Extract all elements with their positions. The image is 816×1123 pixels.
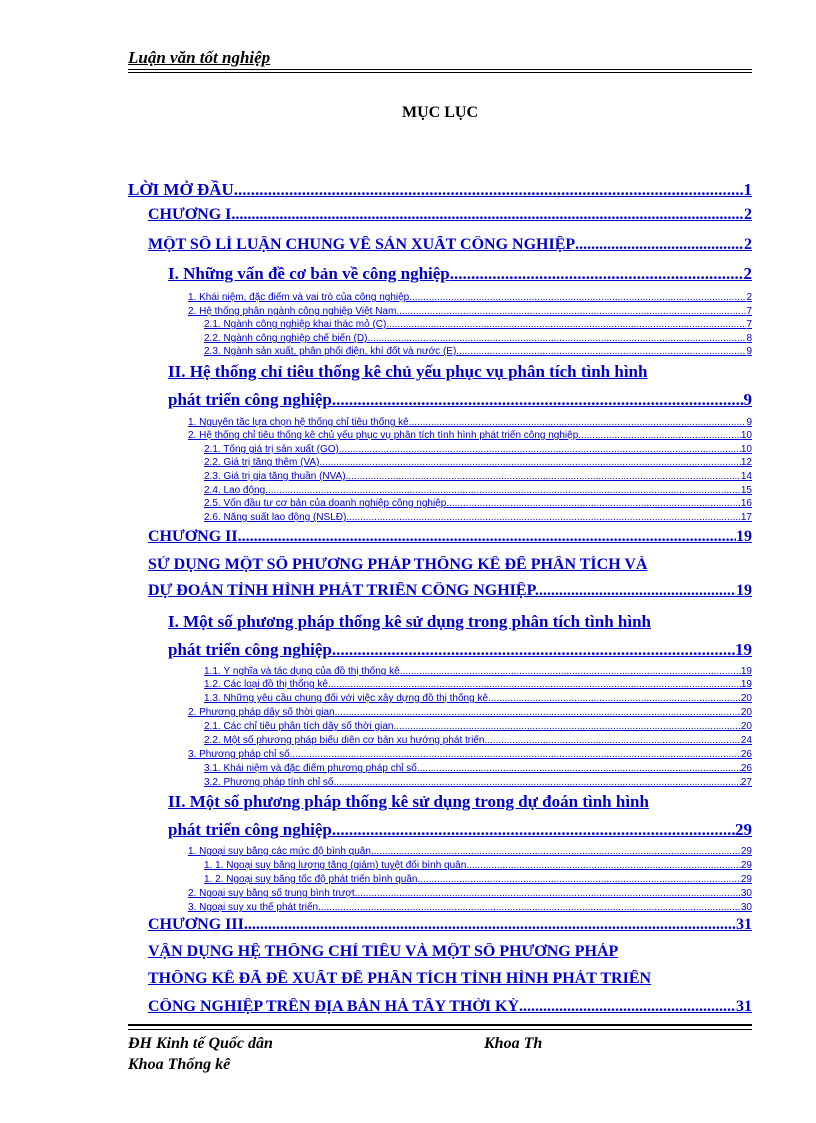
- toc-dot-leader: [346, 512, 741, 523]
- toc-dot-leader: [333, 777, 740, 788]
- toc-entry[interactable]: [148, 556, 752, 574]
- toc-dot-leader: [417, 763, 741, 774]
- toc-entry-title: 2. Hệ thống chỉ tiêu thống kê chủ yếu phục vụ phân tích tình hình phát triển công nghiệp: [188, 430, 579, 441]
- toc-entry[interactable]: [204, 763, 752, 774]
- toc-entry-page: 10: [740, 444, 752, 455]
- toc-entry-title: SỬ DỤNG MỘT SỐ PHƯƠNG PHÁP THỐNG KÊ ĐỂ PHÂN TÍCH VÀ: [148, 556, 648, 573]
- toc-entry[interactable]: [204, 777, 752, 788]
- footer-right: Khoa Th: [484, 1035, 543, 1052]
- toc-entry-title: II. Một số phương pháp thống kê sử dụng trong dự đoán tình hình: [168, 792, 649, 811]
- toc-entry-page: 29: [740, 874, 752, 885]
- toc-entry-title: 1. Ngoại suy bằng các mức độ bình quân: [188, 846, 371, 857]
- toc-entry-page: 16: [740, 498, 752, 509]
- toc-entry-title: II. Hệ thống chỉ tiêu thống kê chủ yếu phục vụ phân tích tình hình: [168, 362, 648, 381]
- toc-entry-page: 7: [746, 306, 752, 317]
- toc-entry[interactable]: [188, 306, 752, 317]
- toc-dot-leader: [234, 180, 744, 200]
- toc-entry-page: 19: [735, 640, 752, 659]
- toc-entry[interactable]: [188, 902, 752, 913]
- toc-entry[interactable]: [188, 430, 752, 441]
- toc-dot-leader: [386, 319, 746, 330]
- toc-entry-title: MỘT SỐ LÍ LUẬN CHUNG VỀ SẢN XUẤT CÔNG NGHIỆP: [148, 236, 576, 253]
- toc-entry-title: 2.5. Vốn đầu tư cơ bản của doanh nghiệp công nghiệp: [204, 498, 447, 509]
- footer-rule-top: [128, 1024, 752, 1026]
- toc-entry[interactable]: [168, 390, 752, 410]
- toc-entry[interactable]: [168, 264, 752, 284]
- toc-entry-page: 9: [743, 390, 752, 409]
- toc-entry-title: 2. Ngoại suy bằng số trung bình trượt: [188, 888, 355, 899]
- toc-entry-page: 24: [740, 735, 752, 746]
- toc-dot-leader: [539, 582, 736, 600]
- header-rule-top: [128, 69, 752, 70]
- toc-entry-page: 17: [740, 512, 752, 523]
- toc-entry-page: 20: [740, 693, 752, 704]
- header-rule-bottom: [128, 72, 752, 73]
- toc-entry-page: 31: [736, 916, 752, 933]
- toc-entry[interactable]: [148, 206, 752, 224]
- toc-entry-page: 19: [736, 582, 752, 599]
- toc-entry-title: 2.1. Ngành công nghiệp khai thác mỏ (C): [204, 319, 387, 330]
- toc-dot-leader: [244, 916, 736, 934]
- toc-entry-title: VẬN DỤNG HỆ THỐNG CHỈ TIÊU VÀ MỘT SỐ PHƯƠNG PHÁP: [148, 943, 619, 960]
- page-header-title: Luận văn tốt nghiệp: [128, 48, 271, 67]
- toc-dot-leader: [450, 264, 744, 284]
- toc-entry[interactable]: [148, 943, 752, 961]
- toc-dot-leader: [446, 498, 741, 509]
- toc-entry-page: 1: [743, 180, 752, 199]
- toc-entry-title: 2.2. Một số phương pháp biểu diễn cơ bản xu hướng phát triển: [204, 735, 485, 746]
- toc-entry-title: 1.3. Những yêu cầu chung đối với việc xây dựng đồ thị thống kê: [204, 693, 489, 704]
- toc-entry[interactable]: [204, 333, 752, 344]
- toc-dot-leader: [409, 417, 747, 428]
- toc-entry-title: 3.2. Phương pháp tính chỉ số: [204, 777, 334, 788]
- toc-entry-page: 19: [740, 666, 752, 677]
- toc-entry[interactable]: [204, 512, 752, 523]
- toc-dot-leader: [339, 444, 741, 455]
- toc-dot-leader: [575, 236, 744, 254]
- toc-entry-page: 27: [740, 777, 752, 788]
- toc-entry[interactable]: [148, 916, 752, 934]
- toc-entry-title: DỰ ĐOÁN TÌNH HÌNH PHÁT TRIỂN CÔNG NGHIỆP.: [148, 582, 539, 599]
- toc-entry[interactable]: [188, 417, 752, 428]
- toc-dot-leader: [400, 666, 741, 677]
- toc-entry-page: 20: [740, 721, 752, 732]
- toc-entry[interactable]: [148, 236, 752, 254]
- toc-entry[interactable]: [168, 640, 752, 660]
- toc-entry-page: 29: [740, 860, 752, 871]
- toc-dot-leader: [466, 860, 741, 871]
- toc-entry-title: 2.2. Giá trị tăng thêm (VA): [204, 457, 320, 468]
- toc-entry[interactable]: [204, 679, 752, 690]
- toc-entry[interactable]: [148, 582, 752, 600]
- toc-dot-leader: [393, 721, 740, 732]
- toc-dot-leader: [231, 206, 744, 224]
- toc-entry[interactable]: [204, 666, 752, 677]
- toc-entry[interactable]: [128, 180, 752, 200]
- toc-entry-page: 30: [740, 902, 752, 913]
- toc-entry[interactable]: [148, 998, 752, 1016]
- toc-entry[interactable]: [204, 860, 752, 871]
- toc-entry-title: I. Những vấn đề cơ bản về công nghiệp: [168, 264, 450, 283]
- toc-entry[interactable]: [188, 846, 752, 857]
- toc-dot-leader: [396, 306, 746, 317]
- toc-entry-page: 20: [740, 707, 752, 718]
- toc-entry-title: 1. 1. Ngoại suy bằng lượng tăng (giảm) tuyệt đối bình quân: [204, 860, 467, 871]
- toc-entry-title: 2.1. Các chỉ tiêu phân tích dãy số thời gian: [204, 721, 394, 732]
- toc-entry[interactable]: [204, 346, 752, 357]
- toc-entry[interactable]: [188, 707, 752, 718]
- toc-entry[interactable]: [204, 319, 752, 330]
- toc-dot-leader: [371, 846, 741, 857]
- toc-dot-leader: [355, 888, 741, 899]
- toc-entry-page: 26: [740, 763, 752, 774]
- toc-entry[interactable]: [204, 498, 752, 509]
- toc-entry[interactable]: [148, 970, 752, 988]
- toc-entry-title: THỐNG KÊ ĐÃ ĐỀ XUẤT ĐỂ PHÂN TÍCH TÌNH HÌNH PHÁT TRIỂN: [148, 970, 652, 987]
- toc-dot-leader: [328, 679, 741, 690]
- toc-entry[interactable]: [204, 874, 752, 885]
- toc-entry-title: 3. Phương pháp chỉ số: [188, 749, 290, 760]
- toc-entry-page: 15: [740, 485, 752, 496]
- footer-rule-bottom: [128, 1029, 752, 1030]
- toc-entry-title: 1. Nguyên tắc lựa chọn hệ thống chỉ tiêu thống kê: [188, 417, 409, 428]
- toc-entry[interactable]: [204, 471, 752, 482]
- toc-dot-leader: [332, 820, 735, 840]
- toc-dot-leader: [488, 693, 741, 704]
- toc-dot-leader: [519, 998, 736, 1016]
- toc-dot-leader: [456, 346, 746, 357]
- toc-entry-title: CÔNG NGHIỆP TRÊN ĐỊA BÀN HÀ TÂY THỜI KỲ: [148, 998, 520, 1015]
- toc-entry[interactable]: [204, 693, 752, 704]
- toc-entry-title: 2.3. Giá trị gia tăng thuần (NVA): [204, 471, 346, 482]
- toc-entry-page: 30: [740, 888, 752, 899]
- toc-dot-leader: [319, 457, 740, 468]
- toc-entry[interactable]: [204, 721, 752, 732]
- toc-dot-leader: [418, 874, 741, 885]
- toc-entry[interactable]: [204, 444, 752, 455]
- toc-entry-page: 2: [744, 236, 752, 253]
- toc-entry-title: 2.4. Lao động: [204, 485, 266, 496]
- toc-dot-leader: [238, 528, 736, 546]
- toc-dot-leader: [367, 333, 746, 344]
- toc-entry[interactable]: [204, 457, 752, 468]
- toc-entry-page: 31: [736, 998, 752, 1015]
- toc-entry-page: 9: [746, 417, 752, 428]
- toc-entry-title: 2.6. Năng suất lao động (NSLĐ): [204, 512, 347, 523]
- toc-entry-page: 14: [740, 471, 752, 482]
- toc-entry-page: 7: [746, 319, 752, 330]
- toc-entry[interactable]: [188, 292, 752, 303]
- toc-entry-title: 3.1. Khái niệm và đặc điểm phương pháp chỉ số: [204, 763, 417, 774]
- toc-entry-title: 3. Ngoại suy xu thế phát triển: [188, 902, 319, 913]
- toc-entry[interactable]: [168, 820, 752, 840]
- toc-entry[interactable]: [168, 362, 752, 382]
- toc-entry-page: 2: [744, 206, 752, 223]
- toc-entry[interactable]: [188, 888, 752, 899]
- toc-entry-page: 29: [740, 846, 752, 857]
- toc-entry-title: 2. Hệ thống phân ngành công nghiệp Việt Nam: [188, 306, 397, 317]
- toc-dot-leader: [290, 749, 741, 760]
- toc-entry[interactable]: [168, 792, 752, 812]
- toc-entry-page: 8: [746, 333, 752, 344]
- toc-entry-page: 2: [743, 264, 752, 283]
- toc-entry-title: 1. Khái niệm, đặc điểm và vai trò của công nghiệp: [188, 292, 410, 303]
- toc-entry[interactable]: [148, 528, 752, 546]
- toc-dot-leader: [335, 707, 741, 718]
- toc-entry-page: 29: [735, 820, 752, 839]
- footer-school: ĐH Kinh tế Quốc dân: [128, 1035, 273, 1052]
- toc-dot-leader: [484, 735, 740, 746]
- toc-entry-title: 2.1. Tổng giá trị sản xuất (GO): [204, 444, 339, 455]
- toc-dot-leader: [409, 292, 746, 303]
- toc-entry-title: 2.3. Ngành sản xuất, phân phối điện, khí đốt và nước (E): [204, 346, 457, 357]
- toc-entry-title: phát triển công nghiệp: [168, 390, 332, 409]
- toc-entry-page: 26: [740, 749, 752, 760]
- toc-entry[interactable]: [188, 749, 752, 760]
- toc-entry-title: phát triển công nghiệp: [168, 640, 332, 659]
- toc-entry-title: CHƯƠNG I: [148, 206, 232, 223]
- toc-entry-page: 12: [740, 457, 752, 468]
- toc-dot-leader: [332, 390, 744, 410]
- toc-dot-leader: [346, 471, 741, 482]
- toc-dot-leader: [578, 430, 741, 441]
- toc-entry-title: CHƯƠNG II: [148, 528, 238, 545]
- toc-entry-title: 1. 2. Ngoại suy bằng tốc độ phát triển bình quân: [204, 874, 418, 885]
- toc-entry-title: CHƯƠNG III: [148, 916, 244, 933]
- toc-entry-page: 2: [746, 292, 752, 303]
- toc-entry-page: 19: [736, 528, 752, 545]
- toc-entry-title: phát triển công nghiệp: [168, 820, 332, 839]
- toc-entry-title: LỜI MỞ ĐẦU: [128, 180, 234, 199]
- toc-entry-page: 19: [740, 679, 752, 690]
- toc-entry-title: 1.1. Ý nghĩa và tác dụng của đồ thị thống kê: [204, 666, 400, 677]
- toc-entry[interactable]: [204, 485, 752, 496]
- toc-entry-page: 9: [746, 346, 752, 357]
- toc-entry[interactable]: [168, 612, 752, 632]
- toc-entry-title: 1.2. Các loại đồ thị thống kê: [204, 679, 328, 690]
- toc-dot-leader: [332, 640, 735, 660]
- toc-entry[interactable]: [204, 735, 752, 746]
- toc-dot-leader: [318, 902, 741, 913]
- toc-dot-leader: [265, 485, 741, 496]
- toc-entry-title: I. Một số phương pháp thống kê sử dụng trong phân tích tình hình: [168, 612, 652, 631]
- page-title: MỤC LỤC: [402, 104, 478, 121]
- footer-faculty: Khoa Thống kê: [128, 1056, 231, 1073]
- toc-entry-page: 10: [740, 430, 752, 441]
- toc-entry-title: 2. Phương pháp dãy số thời gian: [188, 707, 335, 718]
- toc-entry-title: 2.2. Ngành công nghiệp chế biến (D): [204, 333, 368, 344]
